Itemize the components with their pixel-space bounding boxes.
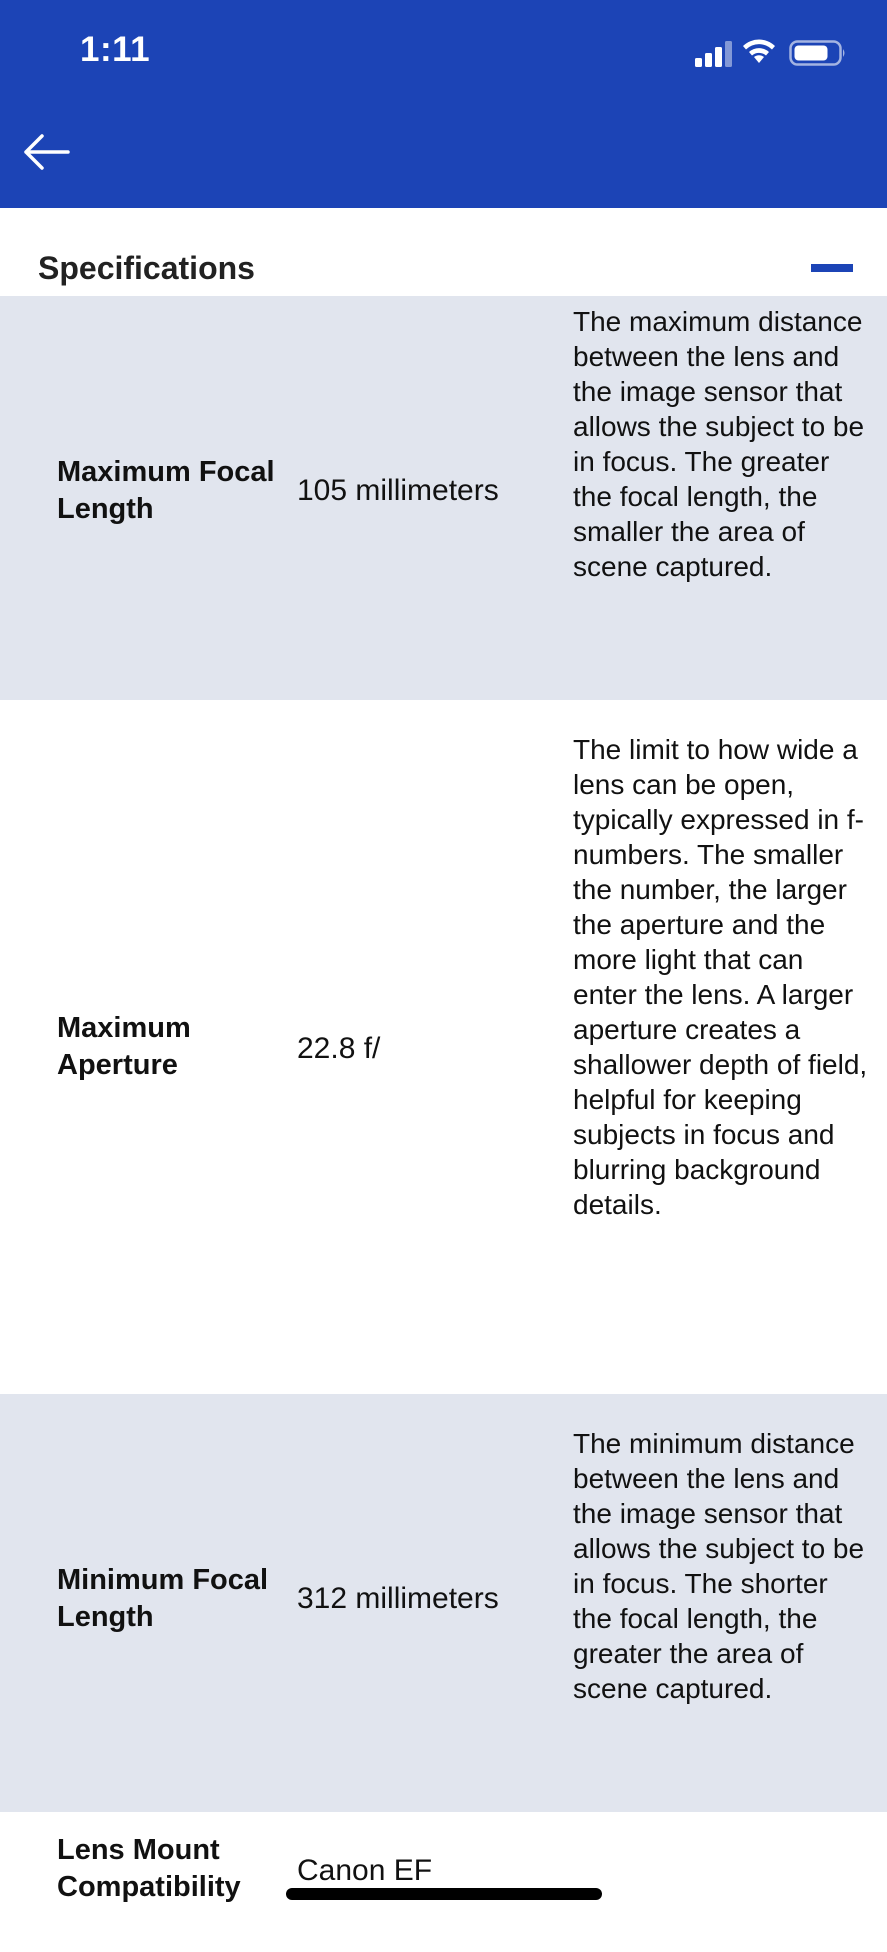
spec-name: Lens Mount Compatibility xyxy=(57,1834,241,1903)
signal-icon xyxy=(693,38,733,68)
spec-row xyxy=(0,1812,887,1952)
app-header xyxy=(0,0,887,208)
spec-value: 22.8 f/ xyxy=(297,1032,381,1065)
spec-name: Minimum Focal Length xyxy=(57,1564,269,1633)
spec-value: Canon EF xyxy=(297,1854,433,1887)
battery-icon xyxy=(789,40,847,66)
back-button[interactable] xyxy=(18,128,74,176)
collapse-button[interactable] xyxy=(809,246,857,286)
status-time: 1:11 xyxy=(80,30,151,69)
spec-description: The maximum distance between the lens and the image sensor that allows the subject to be in focus. The greater the focal length, the smaller the area of scene captured. xyxy=(573,306,865,582)
spec-name: Maximum Aperture xyxy=(57,1012,191,1081)
spec-row xyxy=(0,296,887,700)
spec-value: 105 millimeters xyxy=(297,474,499,507)
spec-value: 312 millimeters xyxy=(297,1582,499,1615)
spec-name: Maximum Focal Length xyxy=(57,456,275,525)
arrow-left-icon xyxy=(22,132,70,172)
spec-list xyxy=(0,306,887,1920)
minus-icon xyxy=(811,264,853,272)
spec-row xyxy=(0,700,887,1394)
spec-description: The limit to how wide a lens can be open, typically expressed in f-numbers. The smaller the number, the larger the aperture and the more light that can enter the lens. A larger aperture creates a shallower depth of field, helpful for keeping subjects in focus and blurring background details. xyxy=(573,734,868,1220)
spec-description: The minimum distance between the lens and the image sensor that allows the subject to be in focus. The shorter the focal length, the greater the area of scene captured. xyxy=(573,1428,865,1704)
section-title: Specifications xyxy=(38,250,255,286)
wifi-icon xyxy=(741,36,777,66)
home-indicator[interactable] xyxy=(286,1888,602,1900)
spec-row xyxy=(0,1394,887,1812)
